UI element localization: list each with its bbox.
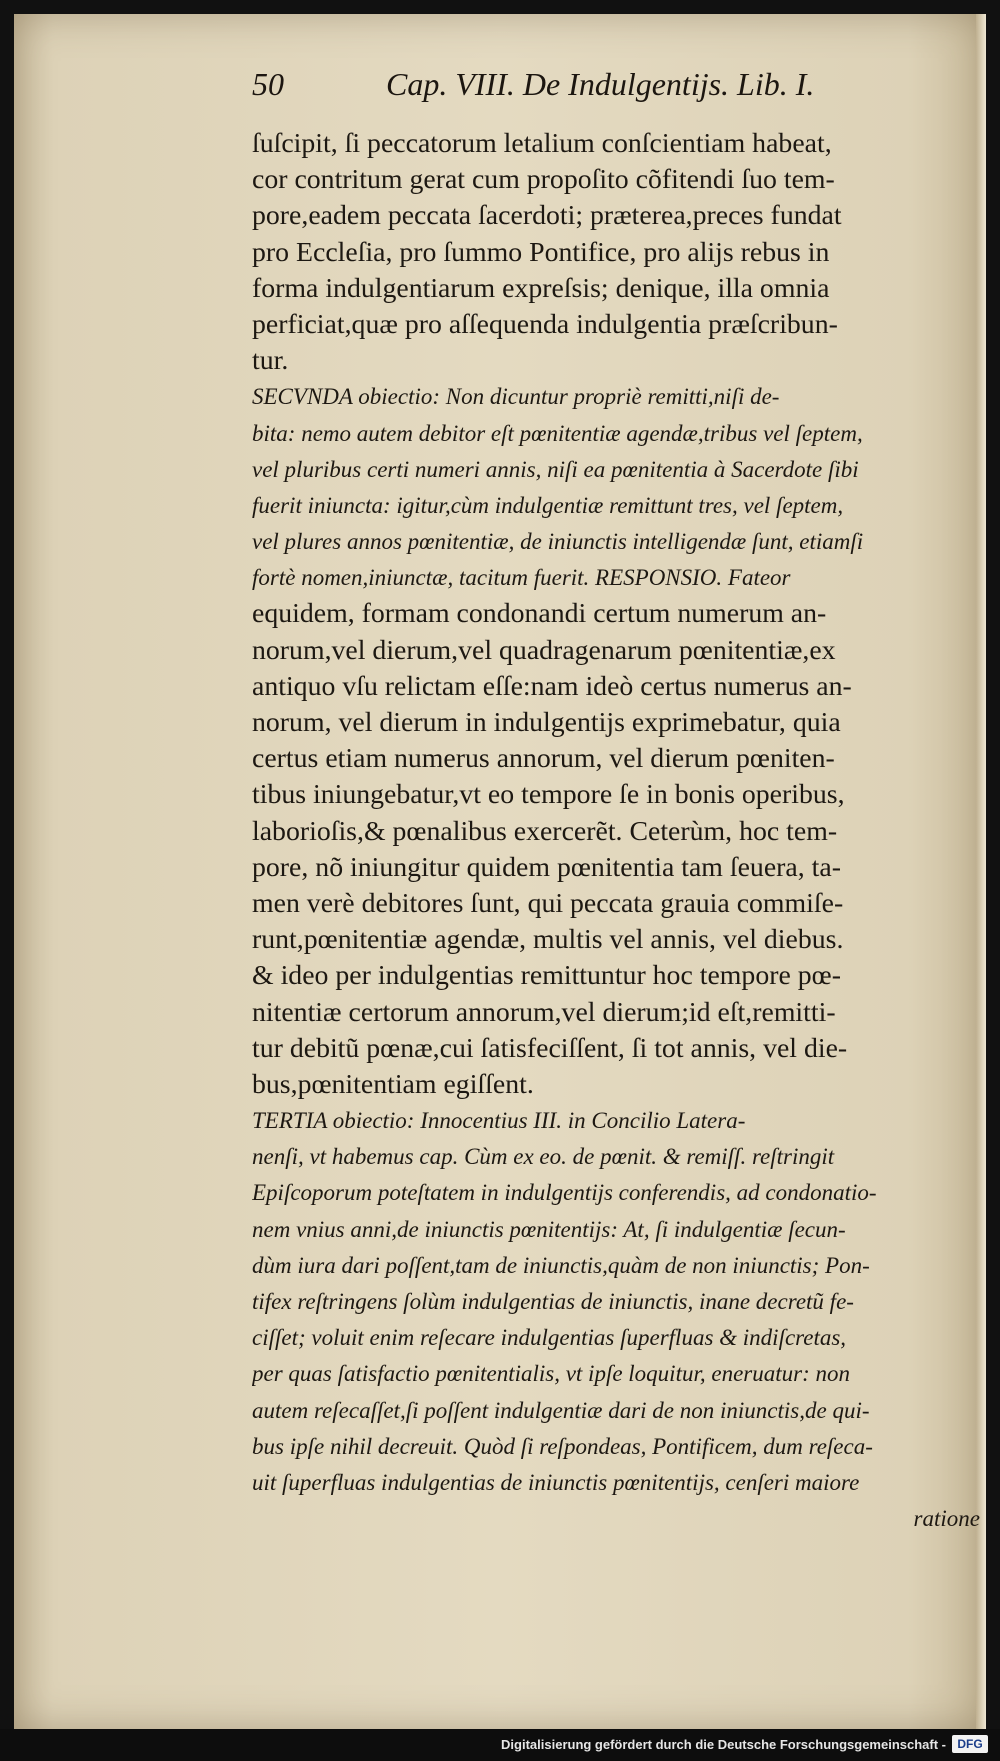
dfg-logo-icon: DFG bbox=[952, 1735, 988, 1753]
text-line: ſuſcipit, ſi peccatorum letalium conſcientiam habeat, bbox=[252, 128, 832, 159]
text-line: tur debitũ pœnæ,cui ſatisfeciſſent, ſi tot annis, vel die- bbox=[252, 1032, 848, 1064]
footer-credit: Digitalisierung gefördert durch die Deutsche Forschungsgemeinschaft - bbox=[501, 1737, 946, 1752]
text-line: uit ſuperfluas indulgentias de iniunctis pœnitentijs, cenſeri maiore bbox=[252, 1469, 860, 1495]
text-line: forma indulgentiarum expreſsis; denique, illa omnia bbox=[252, 272, 830, 304]
text-line: antiquo vſu relictam eſſe:nam ideò certus numerus an- bbox=[252, 670, 852, 702]
text-line: vel pluribus certi numeri annis, niſi ea pœnitentia à Sacerdote ſibi bbox=[252, 456, 859, 482]
text-line: autem reſecaſſet,ſi poſſent indulgentiæ dari de non iniunctis,de qui- bbox=[252, 1397, 870, 1423]
text-line: fortè nomen,iniunctæ, tacitum fuerit. RESPONSIO. Fateor bbox=[252, 565, 791, 591]
text-line: bus,pœnitentiam egiſſent. bbox=[252, 1068, 534, 1100]
text-line: pore,eadem peccata ſacerdoti; præterea,preces fundat bbox=[252, 200, 842, 232]
text-line: nem vnius anni,de iniunctis pœnitentijs: At, ſi indulgentiæ ſecun- bbox=[252, 1216, 846, 1242]
page-header bbox=[14, 66, 986, 116]
text-line: certus etiam numerus annorum, vel dierum pœniten- bbox=[252, 743, 835, 775]
text-line: pore, nõ iniungitur quidem pœnitentia tam ſeuera, ta- bbox=[252, 851, 841, 883]
text-line: & ideo per indulgentias remittuntur hoc tempore pœ- bbox=[252, 960, 841, 992]
text-line: runt,pœnitentiæ agendæ, multis vel annis, vel diebus. bbox=[252, 924, 844, 956]
text-line: nitentiæ certorum annorum,vel dierum;id eſt,remitti- bbox=[252, 996, 836, 1028]
body-text bbox=[252, 126, 980, 1537]
text-line: per quas ſatisfactio pœnitentialis, vt ipſe loquitur, eneruatur: non bbox=[252, 1361, 850, 1387]
text-line: tifex reſtringens ſolùm indulgentias de iniunctis, inane decretũ fe- bbox=[252, 1289, 854, 1314]
text-line: bus ipſe nihil decreuit. Quòd ſi reſpondeas, Pontificem, dum reſeca- bbox=[252, 1433, 873, 1459]
text-line: equidem, formam condonandi certum numerum an- bbox=[252, 598, 827, 630]
digitization-footer bbox=[0, 1729, 1000, 1761]
text-line: dùm iura dari poſſent,tam de iniunctis,quàm de non iniunctis; Pon- bbox=[252, 1252, 870, 1278]
text-line: laborioſis,& pœnalibus exercerẽt. Ceterùm, hoc tem- bbox=[252, 815, 838, 847]
text-line: nenſi, vt habemus cap. Cùm ex eo. de pœnit. & remiſſ. reſtringit bbox=[252, 1144, 835, 1170]
text-line: cor contritum gerat cum propoſito cõfitendi ſuo tem- bbox=[252, 164, 835, 196]
text-line: tur. bbox=[252, 345, 289, 377]
text-line: norum,vel dierum,vel quadragenarum pœnitentiæ,ex bbox=[252, 634, 836, 666]
text-line: norum, vel dierum in indulgentijs exprimebatur, quia bbox=[252, 707, 841, 738]
text-line: fuerit iniuncta: igitur,cùm indulgentiæ remittunt tres, vel ſeptem, bbox=[252, 492, 844, 518]
text-line: tibus iniungebatur,vt eo tempore ſe in bonis operibus, bbox=[252, 779, 845, 811]
text-line: perficiat,quæ pro aſſequenda indulgentia præſcribun- bbox=[252, 308, 838, 340]
text-line: ciſſet; voluit enim reſecare indulgentias ſuperfluas & indiſcretas, bbox=[252, 1325, 847, 1351]
text-line: bita: nemo autem debitor eſt pœnitentiæ agendæ,tribus vel ſeptem, bbox=[252, 420, 863, 446]
book-page bbox=[14, 14, 986, 1729]
text-line: pro Eccleſia, pro ſummo Pontifice, pro alijs rebus in bbox=[252, 236, 830, 268]
text-line: TERTIA obiectio: Innocentius III. in Concilio Latera- bbox=[252, 1108, 746, 1134]
text-line: men verè debitores ſunt, qui peccata grauia commiſe- bbox=[252, 887, 844, 919]
running-head: Cap. VIII. De Indulgentijs. Lib. I. bbox=[386, 66, 815, 102]
page-number: 50 bbox=[252, 66, 284, 102]
text-line: vel plures annos pœnitentiæ, de iniunctis intelligendæ ſunt, etiamſi bbox=[252, 529, 864, 555]
text-line: SECVNDA obiectio: Non dicuntur propriè remitti,niſi de- bbox=[252, 384, 780, 410]
text-line: Epiſcoporum poteſtatem in indulgentijs conferendis, ad condonatio- bbox=[252, 1180, 877, 1206]
catchword: ratione bbox=[913, 1506, 980, 1532]
